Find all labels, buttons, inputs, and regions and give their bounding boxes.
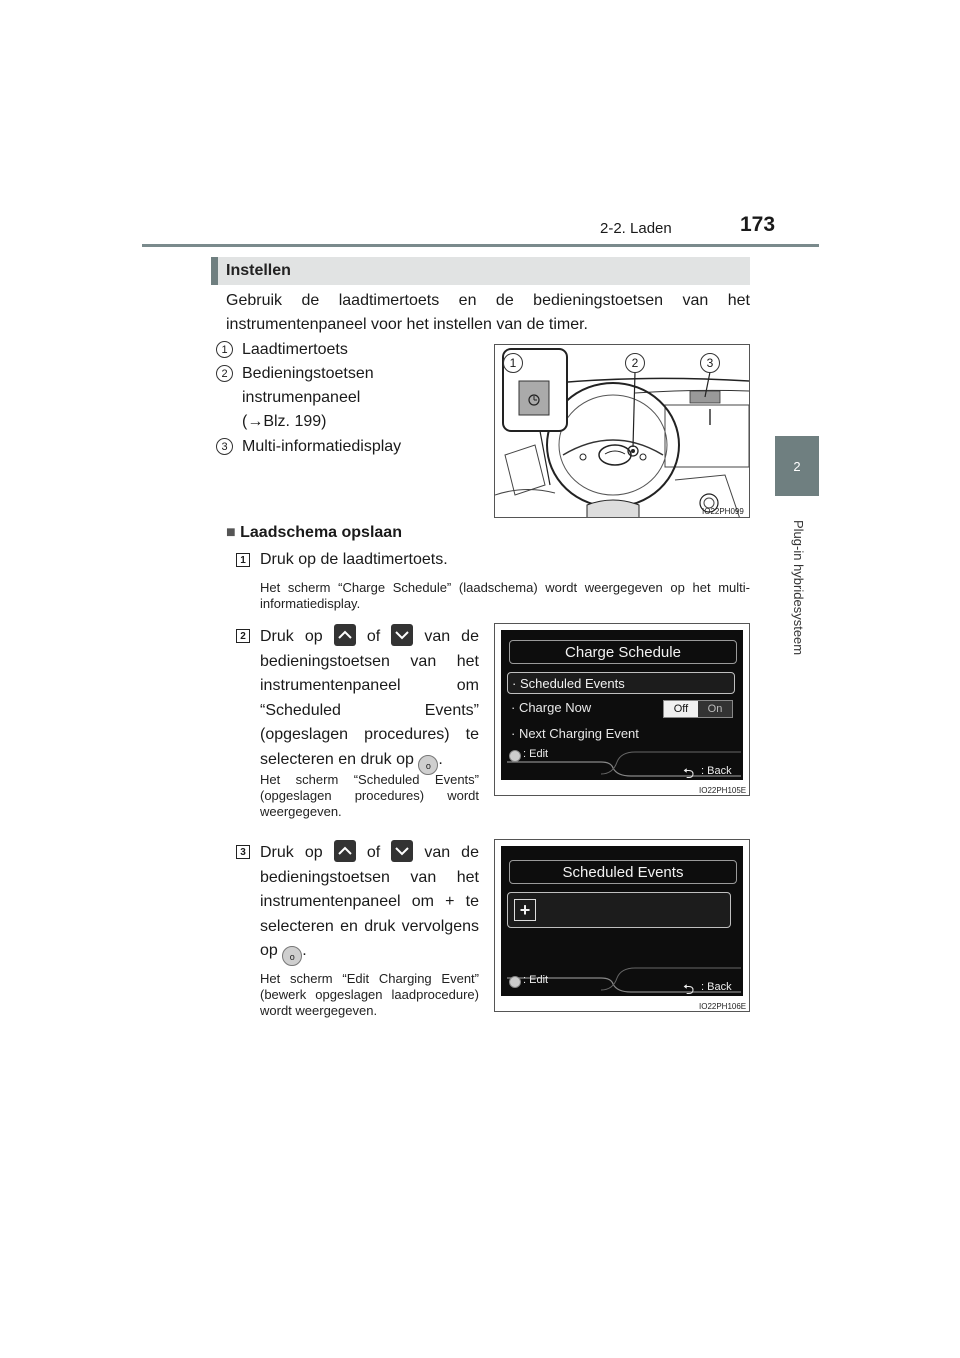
chapter-number: 2 [793, 458, 801, 474]
menu-item-scheduled-events[interactable] [507, 672, 735, 694]
screen2-figure-code: IO22PH106E [699, 1002, 747, 1011]
legend-text-1: Laadtimertoets [242, 341, 348, 358]
down-arrow-icon [391, 840, 413, 862]
screen-title-bar [509, 640, 737, 664]
step-text-2 [260, 624, 479, 775]
step-note-2: Het scherm “Scheduled Events” (opgeslagen procedures) wordt weergegeven. [260, 772, 479, 819]
footer2-back-label: : Back [701, 981, 732, 993]
step3-post: van de bedieningstoetsen van het instrumentenpaneel om + te selecteren en druk vervolgens op [260, 844, 479, 959]
subsection-title: Laadschema opslaan [240, 524, 402, 541]
footer2-edit-label: : Edit [523, 974, 549, 986]
charge-now-toggle[interactable] [663, 700, 733, 718]
step3-pre: Druk op [260, 844, 323, 861]
step2-pre: Druk op [260, 628, 323, 645]
screen2-title-bar [509, 860, 737, 884]
legend-number-1: 1 [216, 341, 233, 358]
step-note-3: Het scherm “Edit Charging Event” (bewerk opgeslagen laadprocedure) wordt weergegeven. [260, 971, 479, 1018]
callout-1: 1 [503, 353, 523, 373]
screen2-title: Scheduled Events [562, 863, 684, 881]
menu-item-label: · Scheduled Events [512, 675, 625, 691]
callout-2: 2 [625, 353, 645, 373]
back-arrow-icon: ⮌ [683, 981, 695, 997]
section-heading [211, 257, 750, 285]
menu-item-next-charging-event[interactable]: · Next Charging Event [511, 726, 639, 741]
charge-schedule-screen [501, 630, 743, 780]
down-arrow-icon [391, 624, 413, 646]
figure-code: IO22PH099 [702, 507, 744, 516]
step-number-1: 1 [236, 553, 250, 567]
chapter-tab [775, 436, 819, 496]
legend-text-2: Bedieningstoetsen instrumenpaneel [242, 365, 374, 406]
step2-end: . [438, 750, 443, 768]
scheduled-events-screen [501, 846, 743, 996]
ok-button-icon: o [418, 755, 438, 775]
chapter-title: Plug-in hybridesysteem [791, 520, 806, 656]
intro-paragraph: Gebruik de laadtimertoets en de bedieningstoetsen van het instrumentenpaneel voor het instellen van de timer. [226, 292, 750, 333]
ok-button-icon: o [282, 946, 302, 966]
subsection-bullet: ■ [226, 524, 236, 541]
subsection-heading [226, 524, 402, 542]
step3-mid: of [366, 844, 381, 861]
toggle-on[interactable]: On [707, 703, 723, 715]
section-title: Instellen [226, 262, 291, 279]
step2-mid: of [366, 628, 381, 645]
step-text-1: Druk op de laadtimertoets. [260, 551, 448, 568]
scheduled-events-figure [494, 839, 750, 1012]
callout-3: 3 [700, 353, 720, 373]
step-text-3 [260, 840, 479, 966]
plus-icon: + [514, 899, 536, 921]
section-breadcrumb: 2-2. Laden [600, 220, 672, 237]
step-number-2: 2 [236, 629, 250, 643]
legend-number-2: 2 [216, 365, 233, 382]
back-arrow-icon: ⮌ [683, 765, 695, 781]
up-arrow-icon [334, 840, 356, 862]
step2-post: van de bedieningstoetsen van het instrumentenpaneel om “Scheduled Events” (opgeslagen procedures) te selecteren en druk op [260, 628, 479, 768]
charge-schedule-figure [494, 623, 750, 796]
screen-title: Charge Schedule [565, 643, 681, 661]
step-number-3: 3 [236, 845, 250, 859]
legend-text-3: Multi-informatiedisplay [242, 438, 402, 455]
step3-end: . [302, 942, 307, 959]
legend-number-3: 3 [216, 438, 233, 455]
ok-dial-icon [509, 750, 521, 762]
add-event-button[interactable] [507, 892, 731, 928]
toggle-off[interactable]: Off [664, 701, 698, 717]
ok-dial-icon [509, 976, 521, 988]
footer-edit-label: : Edit [523, 748, 549, 760]
screen1-figure-code: IO22PH105E [699, 786, 747, 795]
legend-ref-2: (→Blz. 199) [242, 413, 327, 430]
dashboard-illustration [494, 344, 750, 518]
menu-item-charge-now[interactable]: · Charge Now [511, 700, 592, 715]
header-rule [142, 244, 819, 247]
step-note-1: Het scherm “Charge Schedule” (laadschema) wordt weergegeven op het multi-informatiedisplay. [260, 580, 750, 611]
section-heading-marker [211, 257, 218, 285]
up-arrow-icon [334, 624, 356, 646]
page-number: 173 [740, 213, 776, 236]
footer-back-label: : Back [701, 765, 732, 777]
